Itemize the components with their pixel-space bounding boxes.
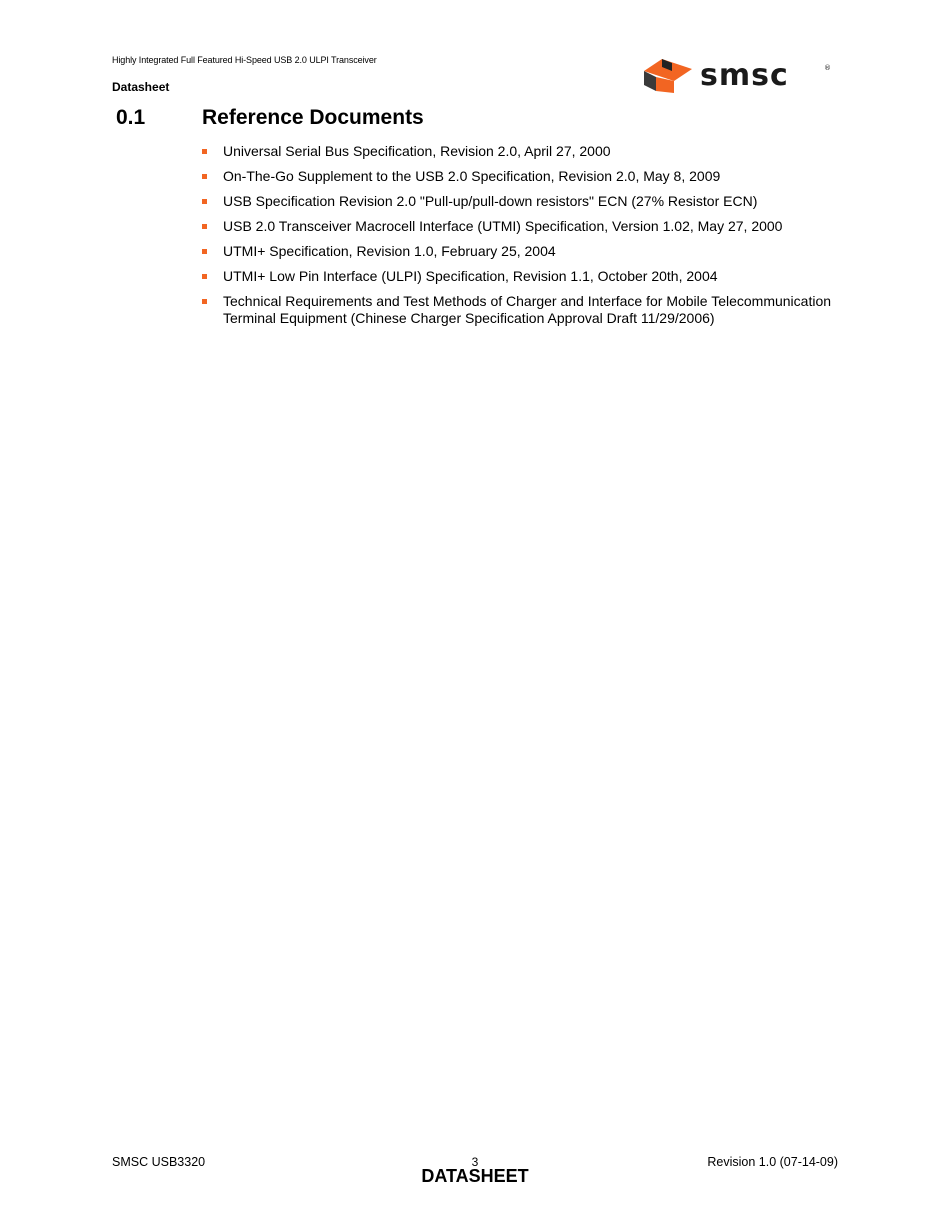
list-item xyxy=(200,293,840,327)
list-item xyxy=(200,168,840,185)
square-bullet-icon xyxy=(202,299,207,304)
reference-text: Universal Serial Bus Specification, Revision 2.0, April 27, 2000 xyxy=(223,143,611,159)
reference-text: UTMI+ Low Pin Interface (ULPI) Specification, Revision 1.1, October 20th, 2004 xyxy=(223,268,718,284)
reference-text: UTMI+ Specification, Revision 1.0, February 25, 2004 xyxy=(223,243,556,259)
reference-text: On-The-Go Supplement to the USB 2.0 Specification, Revision 2.0, May 8, 2009 xyxy=(223,168,721,184)
smsc-logo xyxy=(640,55,835,97)
square-bullet-icon xyxy=(202,274,207,279)
list-item xyxy=(200,193,840,210)
footer-product: SMSC USB3320 xyxy=(112,1155,206,1169)
footer-page-number: 3 xyxy=(471,1155,479,1169)
section-number: 0.1 xyxy=(116,106,146,129)
footer-datasheet-band: DATASHEET xyxy=(421,1166,529,1186)
square-bullet-icon xyxy=(202,149,207,154)
header-doc-type: Datasheet xyxy=(112,80,170,94)
list-item xyxy=(200,268,840,285)
square-bullet-icon xyxy=(202,224,207,229)
square-bullet-icon xyxy=(202,174,207,179)
section-title: Reference Documents xyxy=(202,106,424,129)
list-item xyxy=(200,218,840,235)
list-item xyxy=(200,143,840,160)
header-subtitle: Highly Integrated Full Featured Hi-Speed USB 2.0 ULPI Transceiver xyxy=(112,55,377,65)
reference-text: USB Specification Revision 2.0 "Pull-up/pull-down resistors" ECN (27% Resistor ECN) xyxy=(223,193,758,209)
reference-text: Technical Requirements and Test Methods of Charger and Interface for Mobile Telecommunication Terminal Equipment (Chinese Charger Specification Approval Draft 11/29/2006) xyxy=(223,293,832,326)
square-bullet-icon xyxy=(202,199,207,204)
square-bullet-icon xyxy=(202,249,207,254)
list-item xyxy=(200,243,840,260)
svg-text:®: ® xyxy=(824,64,831,72)
reference-text: USB 2.0 Transceiver Macrocell Interface (UTMI) Specification, Version 1.02, May 27, 2000 xyxy=(223,218,783,234)
reference-list xyxy=(200,143,840,335)
footer-revision: Revision 1.0 (07-14-09) xyxy=(707,1155,838,1169)
svg-text:smsc: smsc xyxy=(700,58,789,93)
